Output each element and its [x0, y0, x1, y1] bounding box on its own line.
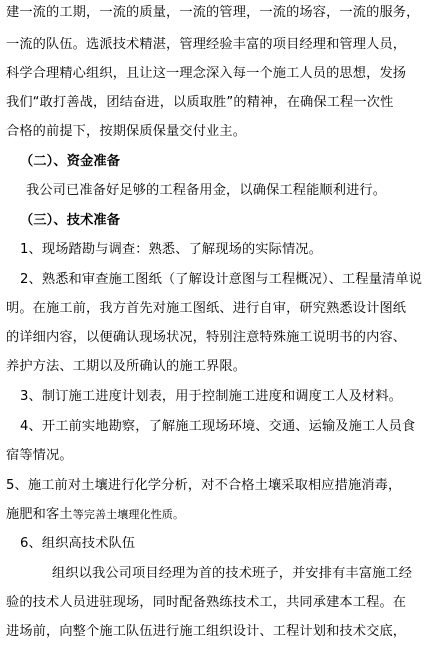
- list-item: 3、制订施工进度计划表，用于控制施工进度和调度工人及材料。: [20, 389, 402, 404]
- paragraph-line: 我公司已准备好足够的工程备用金，以确保工程能顺利进行。: [26, 183, 387, 198]
- list-item: 4、开工前实地勘察，了解施工现场环境、交通、运输及施工人员食: [20, 419, 416, 434]
- paragraph-line: 合格的前提下，按期保质保量交付业主。: [6, 124, 247, 139]
- section-heading: （二）、资金准备: [20, 154, 121, 169]
- paragraph-line: [6, 500, 440, 529]
- line-text-small: 等完善土壤理化性质。: [72, 508, 185, 521]
- list-item: 1、现场踏勘与调查：熟悉、了解现场的实际情况。: [20, 242, 322, 257]
- section-heading: （三）、技术准备: [20, 213, 121, 228]
- list-item: 6、组织高技术队伍: [20, 536, 136, 551]
- paragraph-line: 建一流的工期，一流的质量，一流的管理，一流的场容，一流的服务，: [6, 5, 420, 20]
- paragraph-line: 的详细内容，以便确认现场状况，特别注意特殊施工说明书的内容、: [6, 330, 407, 345]
- paragraph-line: 明。在施工前，我方首先对施工图纸、进行自审，研究熟悉设计图纸: [6, 301, 407, 316]
- paragraph-line: 养护方法、工期以及所确认的施工界限。: [6, 359, 247, 374]
- paragraph-line: 组织以我公司项目经理为首的技术班子，并安排有丰富施工经: [52, 566, 413, 581]
- paragraph-line: 验的技术人员进驻现场，同时配备熟练技术工，共同承建本工程。在: [6, 595, 407, 610]
- paragraph-line: 宿等情况。: [6, 448, 73, 463]
- paragraph-line: 我们“敢打善战，团结奋进，以质取胜”的精神，在确保工程一次性: [6, 95, 394, 110]
- line-text: 施肥和客土: [6, 507, 73, 522]
- paragraph-line: 进场前，向整个施工队伍进行施工组织设计、工程计划和技术交底，: [6, 624, 407, 639]
- list-item: 5、施工前对土壤进行化学分析，对不合格土壤采取相应措施消毒，: [6, 478, 402, 493]
- paragraph-line: 一流的队伍。选派技术精湛，管理经验丰富的项目经理和管理人员，: [6, 37, 407, 52]
- paragraph-line: 科学合理精心组织，且让这一理念深入每一个施工人员的思想，发扬: [6, 66, 407, 81]
- list-item: 2、熟悉和审查施工图纸（了解设计意图与工程概况）、工程量清单说: [20, 272, 423, 287]
